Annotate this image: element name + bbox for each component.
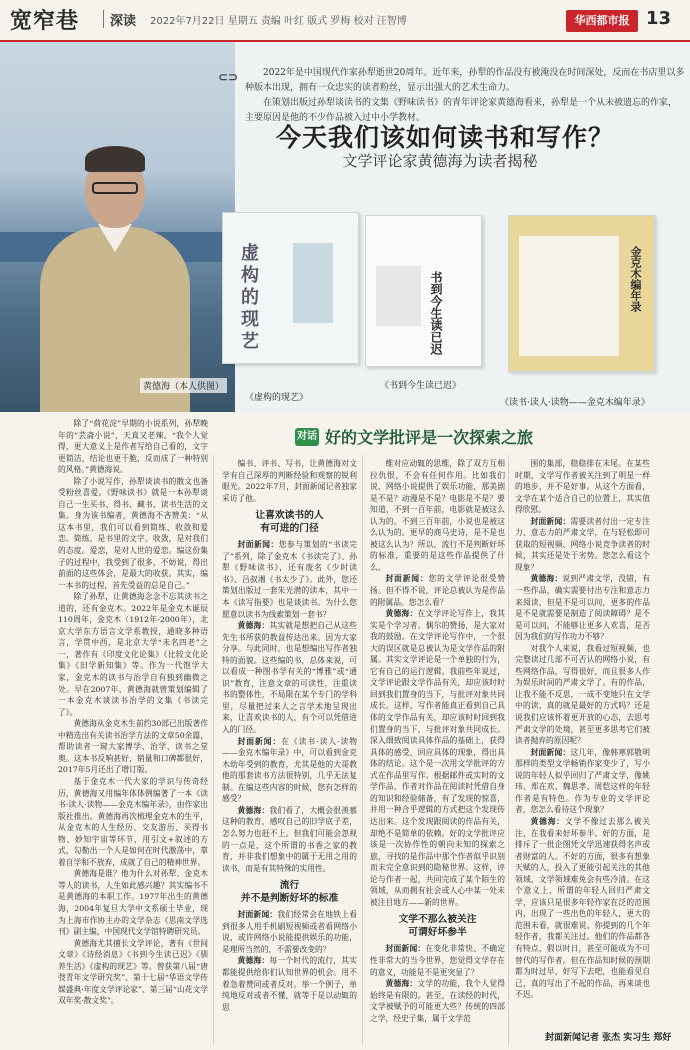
paragraph: 除了小说写作，孙犁谈读书的散文也备受粉丝喜爱。《野味读书》就是一本孙犁谈自己一生买书、得书、藏书、读书生活的文集。身为该书编者，黄德海不吝赞美：“从这本书里，我们可以看到简练、收敛和爱恋。简练，是书里的文字。收敛，是对我们的态度。爱恋，是对人世的爱恋。编这份集子的过程中，我受到了很多，不妨说，得出前面的这些体会，是最大的收获。其实，编一本书的过程，首先受益的总是自己。” bbox=[58, 476, 208, 590]
qa-text: 这几年，像韩寒郭敬明那样的类型文学畅销作家变少了，写小说的年轻人似乎回归了严肃文学，像姚玮、郑在欢、魏思孝、周恺这样的年轻作者是有特色。作为专业的文学评论者，您怎么看待这个现象？ bbox=[515, 747, 650, 815]
newspaper-logo: 华西都市报 bbox=[566, 10, 638, 32]
qa-text: 在变化非常快、不确定性非常大的当今世界，您觉得文学存在的意义，功能是不是更突显了？ bbox=[370, 944, 505, 977]
page-number: 13 bbox=[646, 8, 672, 29]
intro-text bbox=[245, 66, 685, 126]
qa-paragraph bbox=[515, 816, 650, 1001]
divider bbox=[103, 10, 104, 28]
qa-paragraph bbox=[515, 643, 650, 747]
column-divider bbox=[362, 455, 363, 1045]
subheading: 让喜欢读书的人 有可进的门径 bbox=[255, 510, 324, 534]
paragraph: 编书、评书、写书，让黄德海对文学有自己深厚的判断经验和观察的锐利眼光。2022年7月，封面新闻记者独家采访了他。 bbox=[222, 459, 357, 503]
qa-text: 在文学评论写作上，我其实是个学习者。偶尔的赞扬，是大家对我的鼓励。在文学评论写作中，一个很大的误区就是总被认为是文学作品的附属。其实文学评论是一个单独的行为，它有自己的运行逻辑。我前些年说过，文学评论跟文学作品有关，却应该时时回到我们置身的当下，与批评对象共同成长。这样，写作者能真正看到自己具体的文学作品有关，却应该时时回到我们置身的当下，与批评对象共同成长。深入细致阅读具体作品的基础上，获得具体的感受，回应具体的现象，得出具体的结论。这个是一次用文学批评的方式在作品里写作。根据邮件或实时的文学作品，作者对作品在阅读时凭借自身的知识和经验储备，有了发现的惊喜，并用一种合乎逻辑的方式把这个发现传达出来。这个发现跟阅读的作品有关，却绝不是简单的依赖。好的文学批评应该是一次协作性的朝向未知的探索之旅，寻找的是作品中那个作者似乎识别而未完全意识到的隐秘世界。这样，评论与作者一起，共同完成了某个陌生的领域，从而拥有社会或人心中某一处未被注目地方——新的世界。 bbox=[370, 609, 505, 907]
book-cover bbox=[365, 215, 482, 367]
author-photo bbox=[0, 42, 235, 412]
headline: 今天我们该如何读书和写作？ bbox=[275, 123, 614, 152]
article-column-3 bbox=[370, 458, 505, 1024]
speaker: 封面新闻： bbox=[237, 736, 282, 746]
speaker: 黄德海： bbox=[385, 609, 418, 619]
section-heading: 好的文学批评是一次探索之旅 bbox=[325, 428, 534, 447]
qa-text: 您参与策划的“书读完了”系列，除了金克木《书读完了》、孙犁《野味读书》，还有废名《少时读书》、吕叔湘《书太少了》。此外，您还策划出版过一套朱光潜的读本，其中一本《读写指要》也是谈读书。为什么您愿意以读书为线索策划一套书？ bbox=[222, 540, 357, 619]
intro-paragraph: 2022年是中国现代作家孙犁逝世20周年。近年来，孙犁的作品没有被淹没在时间深处，反而在书店里以多种版本出现，拥有一众忠实的读者粉丝，显示出强大的艺术生命力。 bbox=[245, 68, 685, 93]
speaker: 封面新闻： bbox=[237, 910, 278, 920]
intro-paragraph: 在策划出版过孙犁谈读书的文集《野味读书》的青年评论家黄德海看来，孙犁是一个从未被遗忘的作家，主要原因是他的不少作品被入过中小学教材。 bbox=[245, 98, 678, 123]
speaker: 封面新闻： bbox=[530, 747, 571, 757]
qa-text: 文学的功能，我个人觉得始终是有限的。甚至，在读经的时代，文学被赋予的可能更大些？传统的四部之学，经史子集，属于文学范 bbox=[370, 979, 505, 1023]
cover-graphic bbox=[519, 236, 619, 356]
paragraph: 维对应动辄的思维，除了双方互相拉仇恨，不会有任何作用。比如我们说，网络小说提供了娱乐功能，那美剧是不是？动漫是不是？电影是不是？要知道，不到一百年前，电影就是被这么认为的。不到三百年前，小说也是被这么认为的。更早的商马史诗，是不是也被这么认为？所以，流行不是判断好坏的标准，重要的是这些作品提供了什么。 bbox=[370, 459, 505, 572]
speaker: 黄德海： bbox=[237, 805, 270, 815]
issue-meta: 2022年7月22日 星期五 责编 叶红 版式 罗梅 校对 汪智博 bbox=[150, 16, 407, 27]
dialogue-badge: 对话 bbox=[295, 428, 319, 446]
cover-graphic bbox=[293, 243, 333, 323]
qa-text: 文学不像过去那么被关注，在我看来好坏参半。好的方面，是排斥了一批企图凭文学迅速获得名声或者财富的人。不好的方面，很多有想象天赋的人，投入了更能引起关注的其他领域，文学领域难免会有些冷清。在这个意义上，所谓的年轻人回归严肃文学，应该只是很多年轻作家在泛的范围内，出现了一些出色的年轻人，更大的范围未看，就很难说。你提到的几个年轻作者，我都关注过。他们的作品都各有特点，假以时日，甚至可能成为不可替代的写作者。但在作品知时候的预期都为时过早，好写下去吧，也能看见自己，真的写出了不起的作品，再来谈也不迟。 bbox=[515, 816, 650, 1000]
speaker: 封面新闻： bbox=[237, 540, 279, 550]
qa-paragraph bbox=[222, 955, 357, 1013]
speaker: 黄德海： bbox=[530, 574, 563, 584]
qa-text: 需要读者付出一定专注力、意志力的严肃文学，在与轻松即可获取的短视频、网络小说竞争读者的时候，其实还是处于劣势。您怎么看这个现象？ bbox=[515, 516, 650, 572]
book-title: 书到今生读已迟 bbox=[429, 271, 443, 355]
column-logo-icon: ⊂⊃ bbox=[218, 70, 239, 84]
speaker: 黄德海： bbox=[237, 956, 270, 966]
subheading: 文学不那么被关注 可谓好坏参半 bbox=[398, 914, 477, 938]
article-column-4 bbox=[515, 458, 650, 1001]
qa-paragraph bbox=[515, 747, 650, 816]
book-caption: 《读书·读人·读物——金克木编年录》 bbox=[500, 398, 650, 408]
book-cover bbox=[222, 212, 359, 364]
qa-text: 您的文学评论很受赞扬。但不得不说，评论总被认为是作品的附属品。您怎么看？ bbox=[370, 574, 505, 607]
qa-paragraph bbox=[515, 573, 650, 642]
paragraph: 除了“荷花淀”早期的小说系列，孙犁晚年的“芸斋小说”，天真又老辣。“我个人觉得，更大意义上是作者写给自己看的，文字更简洁，结论也更干脆，反而成了一种特别的风格。”黄德海说。 bbox=[58, 419, 208, 475]
qa-paragraph bbox=[222, 539, 357, 620]
article-column-1 bbox=[58, 418, 208, 1007]
qa-text: 我们经常会在地铁上看到很多人用手机刷短视频或者看网络小说，或许网络小说能提供娱乐的功能，是理所当然的，不需要改变的？ bbox=[222, 910, 357, 954]
paragraph: 黄德海尤其擅长文学评论，著有《世间文章》《诗经消息》《书到今生读已迟》《驯养生活》《虚构的现艺》等。曾获第八届“唐弢青年文学研究奖”、第十七届“华语文学传媒盛典·年度文学评论家”、第三届“山花文学双年奖·散文奖”。 bbox=[58, 938, 208, 1006]
qa-paragraph bbox=[222, 805, 357, 874]
book-caption: 《虚构的现艺》 bbox=[245, 393, 309, 403]
qa-paragraph bbox=[515, 516, 650, 574]
speaker: 封面新闻： bbox=[530, 516, 571, 526]
column-tag: 深读 bbox=[110, 14, 137, 29]
qa-paragraph bbox=[370, 978, 505, 1024]
glasses-icon bbox=[92, 182, 138, 194]
paragraph: 除了孙犁，让黄德海念念不忘其读书之道的，还有金克木。2022年是金克木诞辰110周年，金克木（1912年-2000年），北京大学东方语言文学系教授，通晓多种语言，学贯中西，是北京大学“未名四老”之一，著作有《印度文化论集》《比较文化论集》《旧学新知集》等。作为一代饱学大家，金克木的读书与治学自有独到幽微之处。早在2007年，黄德海就曾策划编辑了一本金克木谈读书治学的文集《书读完了》。 bbox=[58, 592, 208, 717]
qa-text: 说到严肃文学，没错，有一些作品，确实需要付出专注和意志力来阅读，但是不是可以问，更多的作品是不是就需要是制造了阅读障碍？是不是可以问，不能够让更多人欢喜，是否因为我们的写作功力不够？ bbox=[515, 574, 650, 642]
qa-text: 在《读书·读人·读物——金克木编年录》中，可以看到金克木幼年受到的教育，尤其是他的大哥教他的那套读书方法很特别，几乎无法复制。在编这些内容的时候，您有怎样的感受？ bbox=[222, 736, 357, 804]
section-title: 宽窄巷 bbox=[10, 8, 80, 34]
speaker: 黄德海： bbox=[385, 979, 418, 989]
speaker: 封面新闻： bbox=[385, 574, 429, 584]
qa-paragraph bbox=[370, 573, 505, 608]
qa-paragraph bbox=[222, 736, 357, 805]
qa-paragraph bbox=[370, 608, 505, 908]
paragraph: 围的集部，稳稳排在末尾。在某些时期，文学写作者被关注到了明星一样的地步，并不是好事。从这个方面看，文学在某个适合自己的位置上，其实值得欣慰。 bbox=[515, 459, 650, 515]
person-hair bbox=[85, 146, 145, 172]
photo-caption: 黄德海（本人供图） bbox=[140, 378, 227, 393]
qa-paragraph bbox=[222, 620, 357, 735]
paragraph: 黄德海从金克木生前约30部已出版著作中精选出有关读书治学方法的文章50余篇，帮助读者一窥大家博学、治学、读书之堂奥。这本书反响甚好，销量和口碑都很好，2017年5月还出了增订版。 bbox=[58, 719, 208, 775]
qa-text: 我们看了，大概会很羡慕这种的教育，感叹自己的旧学底子差，怎么努力也赶不上。但我们可能会忽视的一点是，这个所谓的书香之家的教育，并非我们想象中的属于无用之用的读书，而是有其特殊的实用性。 bbox=[222, 805, 357, 873]
book-cover bbox=[508, 215, 655, 372]
cover-graphic bbox=[376, 266, 421, 326]
qa-paragraph bbox=[370, 943, 505, 978]
article-column-2 bbox=[222, 458, 357, 1013]
subheadline: 文学评论家黄德海为读者揭秘 bbox=[342, 152, 538, 170]
paragraph: 黄德海是谁？他为什么对孙犁、金克木等人的读书，人生如此感兴趣？其实编书不是黄德海的本职工作。1977年出生的黄德海，2004年复旦大学中文系硕士毕业，现为上海市作协主办的文学杂志《思南文学选刊》副主编，中国现代文学馆特聘研究员。 bbox=[58, 869, 208, 937]
book-title: 金克木编年录 bbox=[629, 246, 642, 312]
subheading: 流行 并不是判断好坏的标准 bbox=[240, 880, 339, 904]
qa-text: 对我个人来说，我看过短视频，也完整读过几部不可否认的网络小说，有些网络作品，写得很好，而且很多人作为娱乐时间的严肃文学了。有的作品，让我不能不反思，一成不变地只在文学中的读，真的就是最好的方式吗？还是说我们应该怀着更开放的心态，去思考严肃文学的处境，甚至更多思考它们被读者抛弃的原因呢？ bbox=[515, 643, 650, 746]
qa-text: 其实就是想把自己从这些先生书所获的教益传达出来。因为大家分享。与此同时，也是想编出写作者独特的面貌。这些编的书，总体来说，可以看成一种图书学有关的“博雅”或“通识”教育，注意文章的可读性，注重读书的整体性，不局限在某个专门的学科里，尽量把过来人之言学术地呈现出来，让喜欢读书的人，有个可以凭借进入的门径。 bbox=[222, 621, 357, 735]
speaker: 黄德海： bbox=[530, 816, 565, 826]
paragraph: 基于金克木一代大家的学识与传奇经历，黄德海又用编年体体例编著了一本《读书·读人·读物——金克木编年录》，由作家出版社推出。黄德海再次梳理金克木的生平，从金克木的人生经历、交友游历、买得书物、妙知宇宙等环节，用引文+叙述的方式，勾勒出一个人是如何在时代激荡中，靠着自学和不放弃，成就了自己的精神世界。 bbox=[58, 776, 208, 867]
qa-paragraph bbox=[222, 909, 357, 955]
column-divider bbox=[508, 455, 509, 1045]
speaker: 封面新闻： bbox=[385, 944, 426, 954]
qa-text: 每一个时代的流行，其实都能提供给你们认知世界的机会。用不着急着赞同或者反对。举一个例子，单纯地反对或者不懂，就等于是以动辄的思 bbox=[222, 956, 357, 1012]
book-title: 虚构的现艺 bbox=[238, 243, 259, 353]
speaker: 黄德海： bbox=[237, 621, 270, 631]
byline: 封面新闻记者 张杰 实习生 郑好 bbox=[545, 1033, 672, 1043]
book-caption: 《书到今生读已迟》 bbox=[380, 381, 462, 391]
column-divider bbox=[213, 455, 214, 1045]
